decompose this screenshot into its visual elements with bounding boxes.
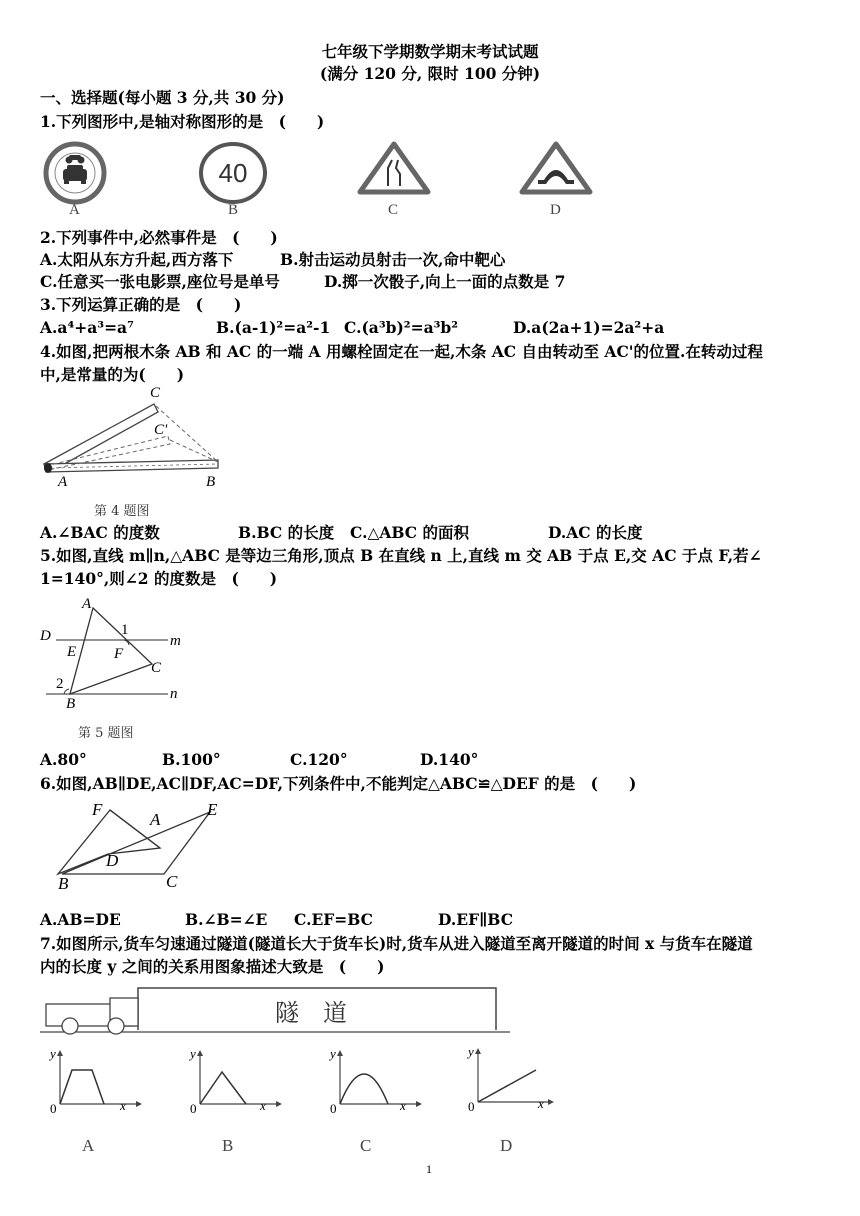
q6-option-c: C.EF=BC bbox=[294, 910, 373, 929]
q1-label-d: D bbox=[550, 202, 561, 218]
q6-option-a: A.AB=DE bbox=[40, 910, 121, 929]
q4-stem-line2: 中,是常量的为( ) bbox=[40, 365, 185, 384]
q3-stem: 3.下列运算正确的是 ( ) bbox=[40, 295, 242, 314]
q5-label-1: 1 bbox=[121, 622, 129, 638]
q7-c-x-label: x bbox=[400, 1098, 406, 1113]
q4-label-b: B bbox=[206, 474, 216, 490]
q7-tunnel-label: 隧 道 bbox=[275, 999, 347, 1027]
q7-c-origin: 0 bbox=[330, 1101, 337, 1116]
q7-label-c: C bbox=[360, 1136, 372, 1155]
q1-label-a: A bbox=[69, 202, 80, 218]
q3-option-b: B.(a-1)²=a²-1 bbox=[216, 318, 331, 337]
q2-stem: 2.下列事件中,必然事件是 ( ) bbox=[40, 228, 278, 247]
q1-sign-d bbox=[518, 140, 594, 196]
q6-label-b: B bbox=[58, 874, 69, 893]
q5-label-b: B bbox=[66, 696, 76, 712]
q7-a-origin: 0 bbox=[50, 1101, 57, 1116]
q7-label-b: B bbox=[222, 1136, 234, 1155]
q7-graph-a bbox=[46, 1048, 146, 1118]
q5-option-b: B.100° bbox=[162, 750, 221, 769]
q6-label-c: C bbox=[166, 872, 178, 891]
q4-label-c: C bbox=[150, 385, 161, 401]
q1-label-c: C bbox=[388, 202, 399, 218]
q5-stem-line1: 5.如图,直线 m∥n,△ABC 是等边三角形,顶点 B 在直线 n 上,直线 m 交 AB 于点 E,交 AC 于点 F,若∠ bbox=[40, 546, 762, 565]
q5-stem-line2: 1=140°,则∠2 的度数是 ( ) bbox=[40, 569, 278, 588]
q7-graph-b bbox=[186, 1048, 286, 1118]
q2-option-d: D.掷一次骰子,向上一面的点数是 7 bbox=[324, 272, 566, 291]
q1-sign-b bbox=[198, 143, 268, 203]
page-title: 七年级下学期数学期末考试试题 bbox=[321, 42, 539, 61]
q5-option-c: C.120° bbox=[290, 750, 348, 769]
q7-b-origin: 0 bbox=[190, 1101, 197, 1116]
q7-a-x-label: x bbox=[120, 1098, 126, 1113]
section-heading: 一、选择题(每小题 3 分,共 30 分) bbox=[40, 88, 285, 107]
q7-stem-line2: 内的长度 y 之间的关系用图象描述大致是 ( ) bbox=[40, 957, 385, 976]
q4-label-a: A bbox=[58, 474, 68, 490]
page-subtitle: (满分 120 分, 限时 100 分钟) bbox=[319, 64, 541, 83]
q1-sign-a bbox=[40, 143, 110, 203]
q5-option-a: A.80° bbox=[40, 750, 87, 769]
q6-label-d: D bbox=[106, 851, 119, 870]
q3-option-d: D.a(2a+1)=2a²+a bbox=[513, 318, 665, 337]
q5-label-d: D bbox=[40, 628, 51, 644]
q1-sign-c bbox=[356, 140, 432, 196]
q7-graph-c bbox=[326, 1048, 426, 1118]
q5-option-d: D.140° bbox=[420, 750, 479, 769]
q3-option-a: A.a⁴+a³=a⁷ bbox=[40, 318, 134, 337]
q7-b-y-label: y bbox=[190, 1046, 196, 1061]
q5-label-a: A bbox=[82, 596, 92, 612]
q4-option-c: C.△ABC 的面积 bbox=[350, 523, 470, 542]
q7-d-x-label: x bbox=[538, 1096, 544, 1111]
page-number: 1 bbox=[426, 1162, 432, 1176]
q5-label-n: n bbox=[170, 686, 178, 702]
q7-graph-d bbox=[464, 1046, 564, 1116]
q7-b-x-label: x bbox=[260, 1098, 266, 1113]
q6-stem: 6.如图,AB∥DE,AC∥DF,AC=DF,下列条件中,不能判定△ABC≌△DEF 的是 ( ) bbox=[40, 774, 637, 793]
q5-label-m: m bbox=[170, 633, 181, 649]
q2-option-c: C.任意买一张电影票,座位号是单号 bbox=[40, 272, 280, 291]
svg-text:40: 40 bbox=[218, 158, 248, 188]
q4-option-a: A.∠BAC 的度数 bbox=[40, 523, 160, 542]
q5-label-f: F bbox=[114, 646, 124, 662]
q4-option-b: B.BC 的长度 bbox=[238, 523, 335, 542]
q7-label-a: A bbox=[82, 1136, 95, 1155]
q7-stem-line1: 7.如图所示,货车匀速通过隧道(隧道长大于货车长)时,货车从进入隧道至离开隧道的时间 x 与货车在隧道 bbox=[40, 934, 753, 953]
q4-caption: 第 4 题图 bbox=[94, 504, 150, 519]
q5-caption: 第 5 题图 bbox=[78, 726, 134, 741]
q2-option-b: B.射击运动员射击一次,命中靶心 bbox=[280, 250, 506, 269]
q6-label-a: A bbox=[150, 810, 161, 829]
q5-label-e: E bbox=[67, 644, 77, 660]
q6-option-b: B.∠B=∠E bbox=[185, 910, 268, 929]
q1-label-b: B bbox=[228, 202, 239, 218]
q3-option-c: C.(a³b)²=a³b² bbox=[344, 318, 459, 337]
q2-option-a: A.太阳从东方升起,西方落下 bbox=[40, 250, 234, 269]
q6-label-e: E bbox=[207, 800, 218, 819]
q4-option-d: D.AC 的长度 bbox=[548, 523, 643, 542]
q7-a-y-label: y bbox=[50, 1046, 56, 1061]
q7-c-y-label: y bbox=[330, 1046, 336, 1061]
q6-figure bbox=[50, 800, 230, 890]
q4-label-c-prime: C' bbox=[154, 422, 168, 438]
q5-label-c: C bbox=[151, 660, 162, 676]
q7-label-d: D bbox=[500, 1136, 513, 1155]
q6-option-d: D.EF∥BC bbox=[438, 910, 514, 929]
q7-d-origin: 0 bbox=[468, 1099, 475, 1114]
q4-figure bbox=[40, 388, 230, 488]
q6-label-f: F bbox=[92, 800, 103, 819]
q7-d-y-label: y bbox=[468, 1044, 474, 1059]
q1-stem: 1.下列图形中,是轴对称图形的是 ( ) bbox=[40, 112, 325, 131]
q5-label-2: 2 bbox=[56, 676, 64, 692]
q4-stem-line1: 4.如图,把两根木条 AB 和 AC 的一端 A 用螺栓固定在一起,木条 AC 自由转动至 AC'的位置.在转动过程 bbox=[40, 342, 763, 361]
